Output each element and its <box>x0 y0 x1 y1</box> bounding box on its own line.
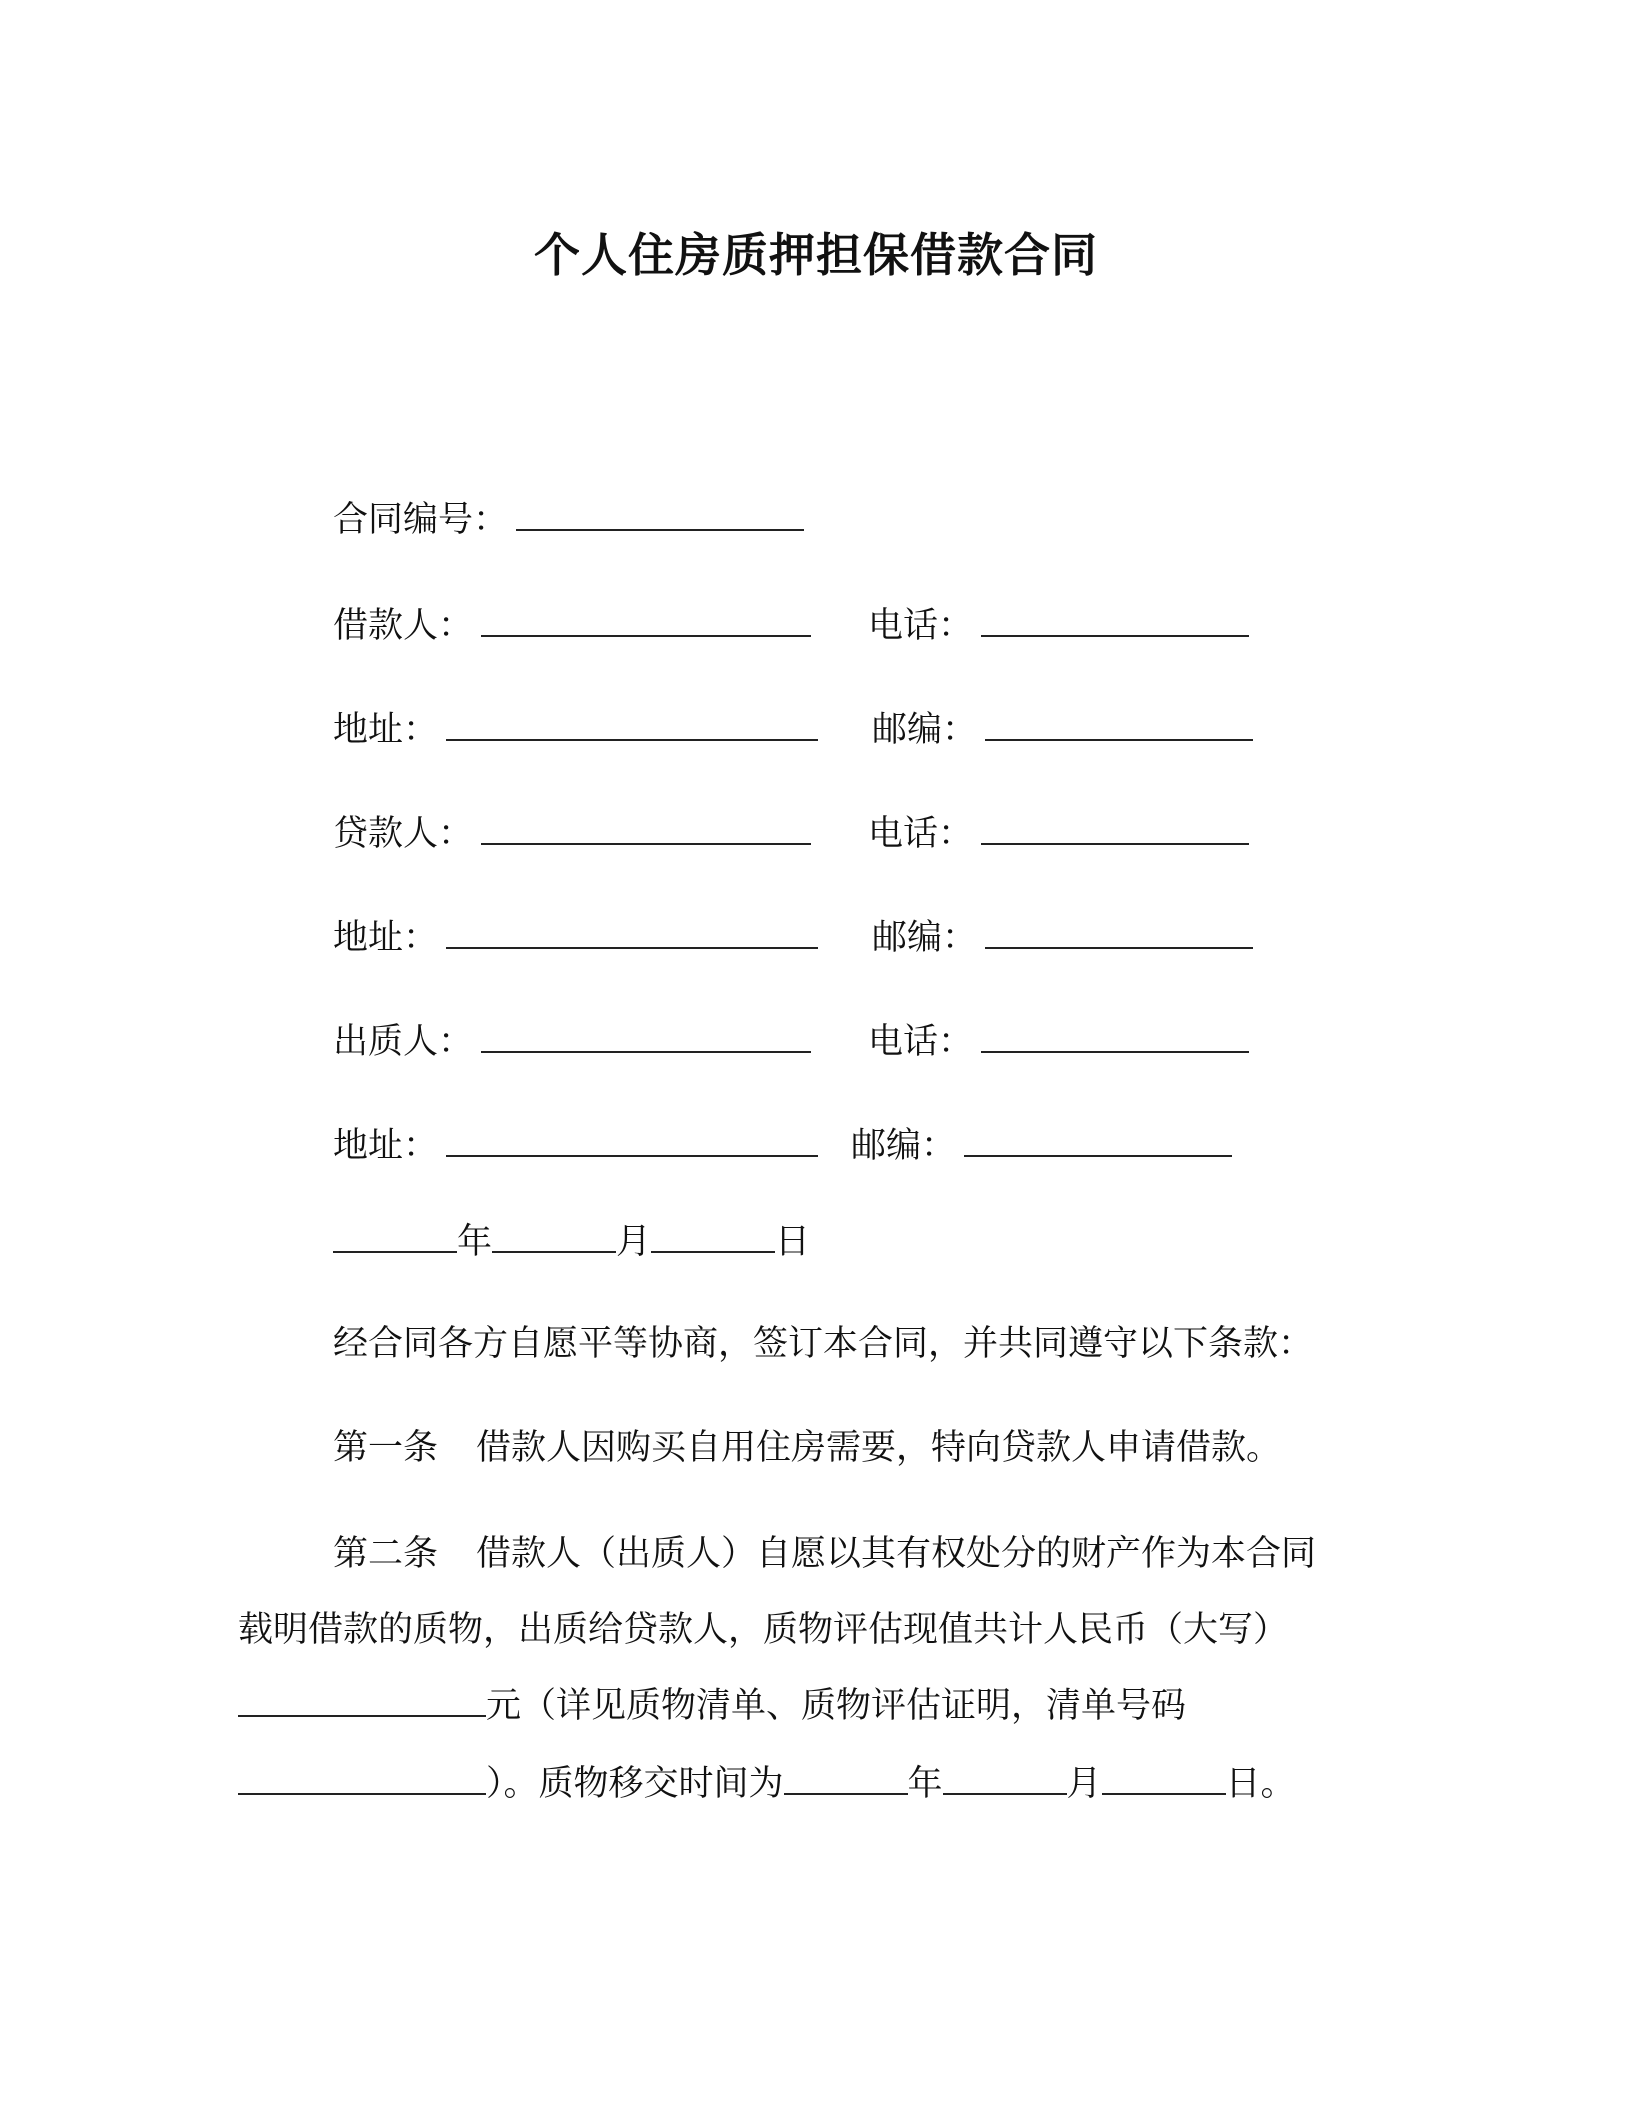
borrower-postcode-line <box>872 706 1253 754</box>
lender-blank[interactable] <box>481 813 811 845</box>
address-label: 地址： <box>333 1126 439 1166</box>
borrower-postcode-blank[interactable] <box>985 709 1253 741</box>
year-label: 年 <box>457 1222 493 1262</box>
transfer-day-blank[interactable] <box>1102 1763 1226 1795</box>
article-2-heading: 第二条 <box>333 1534 439 1574</box>
lender-address-line <box>333 914 818 962</box>
pledgor-address-line <box>333 1122 818 1170</box>
contract-number-blank[interactable] <box>516 499 804 531</box>
contract-number-label: 合同编号： <box>333 500 509 540</box>
article-1-heading: 第一条 <box>333 1428 439 1468</box>
transfer-day-label: 日。 <box>1225 1764 1296 1804</box>
list-number-blank[interactable] <box>238 1763 486 1795</box>
article-2-line-3 <box>238 1682 1186 1730</box>
postcode-label: 邮编： <box>872 710 978 750</box>
address-label: 地址： <box>333 710 439 750</box>
phone-label: 电话： <box>868 814 974 854</box>
month-blank[interactable] <box>492 1221 616 1253</box>
borrower-address-line <box>333 706 818 754</box>
lender-postcode-line <box>872 914 1253 962</box>
lender-phone-blank[interactable] <box>981 813 1249 845</box>
day-blank[interactable] <box>651 1221 775 1253</box>
borrower-phone-blank[interactable] <box>981 605 1249 637</box>
address-label: 地址： <box>333 918 439 958</box>
pledgor-phone-line <box>868 1018 1249 1066</box>
transfer-month-blank[interactable] <box>943 1763 1067 1795</box>
article-2-line-4 <box>238 1760 1296 1808</box>
pledgor-postcode-line <box>851 1122 1232 1170</box>
pledgor-line <box>333 1018 811 1066</box>
transfer-year-blank[interactable] <box>784 1763 908 1795</box>
day-label: 日 <box>775 1222 811 1262</box>
pledgor-blank[interactable] <box>481 1021 811 1053</box>
transfer-month-label: 月 <box>1066 1764 1102 1804</box>
pledgor-address-blank[interactable] <box>446 1125 818 1157</box>
lender-address-blank[interactable] <box>446 917 818 949</box>
borrower-label: 借款人： <box>333 606 474 646</box>
article-2-text-1: 借款人（出质人）自愿以其有权处分的财产作为本合同 <box>476 1534 1317 1574</box>
article-2-line-1 <box>333 1530 1316 1578</box>
contract-number-line <box>333 496 804 544</box>
phone-label: 电话： <box>868 606 974 646</box>
lender-label: 贷款人： <box>333 814 474 854</box>
month-label: 月 <box>616 1222 652 1262</box>
transfer-year-label: 年 <box>907 1764 943 1804</box>
pledgor-postcode-blank[interactable] <box>964 1125 1232 1157</box>
article-1 <box>333 1424 1281 1472</box>
pledgor-label: 出质人： <box>333 1022 474 1062</box>
borrower-phone-line <box>868 602 1249 650</box>
year-blank[interactable] <box>333 1221 457 1253</box>
page-title: 个人住房质押担保借款合同 <box>534 228 1098 282</box>
pledgor-phone-blank[interactable] <box>981 1021 1249 1053</box>
article-2-text-4: ）。质物移交时间为 <box>486 1764 784 1804</box>
postcode-label: 邮编： <box>851 1126 957 1166</box>
article-1-text: 借款人因购买自用住房需要，特向贷款人申请借款。 <box>476 1428 1282 1468</box>
borrower-address-blank[interactable] <box>446 709 818 741</box>
article-2-line-2: 载明借款的质物，出质给贷款人，质物评估现值共计人民币（大写） <box>238 1610 1289 1650</box>
lender-postcode-blank[interactable] <box>985 917 1253 949</box>
intro-paragraph: 经合同各方自愿平等协商，签订本合同，并共同遵守以下条款： <box>333 1324 1314 1364</box>
article-2-text-3: 元（详见质物清单、质物评估证明，清单号码 <box>486 1686 1187 1726</box>
date-line <box>333 1218 810 1266</box>
borrower-line <box>333 602 811 650</box>
postcode-label: 邮编： <box>872 918 978 958</box>
borrower-blank[interactable] <box>481 605 811 637</box>
lender-line <box>333 810 811 858</box>
lender-phone-line <box>868 810 1249 858</box>
phone-label: 电话： <box>868 1022 974 1062</box>
value-amount-blank[interactable] <box>238 1685 486 1717</box>
